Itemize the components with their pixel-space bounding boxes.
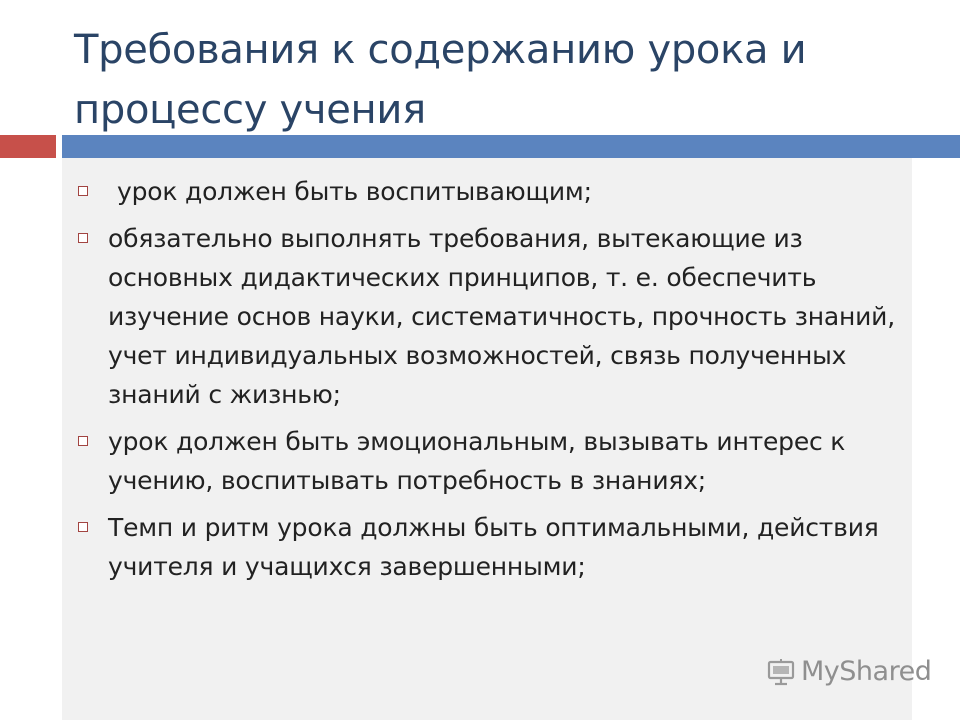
bullet-text: урок должен быть эмоциональным, вызывать интерес к учению, воспитывать потребность в знаниях; [108,427,846,495]
slide-title: Требования к содержанию урока и процессу учения [74,27,807,133]
watermark [766,656,931,687]
hollow-square-icon [78,186,88,196]
hollow-square-icon [78,436,88,446]
bullet-text: обязательно выполнять требования, вытекающие из основных дидактических принципов, т. е. обеспечить изучение основ науки, систематичность, прочность знаний, учет индивидуальных возможностей, связь полученных знаний с жизнью; [108,224,895,409]
bullet-item [76,422,916,500]
hollow-square-icon [78,522,88,532]
bullet-text: Темп и ритм урока должны быть оптимальными, действия учителя и учащихся завершенными; [108,513,879,581]
presentation-board-icon [766,657,796,687]
bullet-item [76,508,916,586]
bullet-list [76,172,916,594]
title-accent-bar-blue [62,135,960,158]
bullet-item [76,219,916,414]
bullet-text: урок должен быть воспитывающим; [117,177,592,206]
watermark-text: MyShared [801,656,932,687]
title-accent-bar-red [0,135,56,158]
hollow-square-icon [78,233,88,243]
bullet-item [76,172,916,211]
